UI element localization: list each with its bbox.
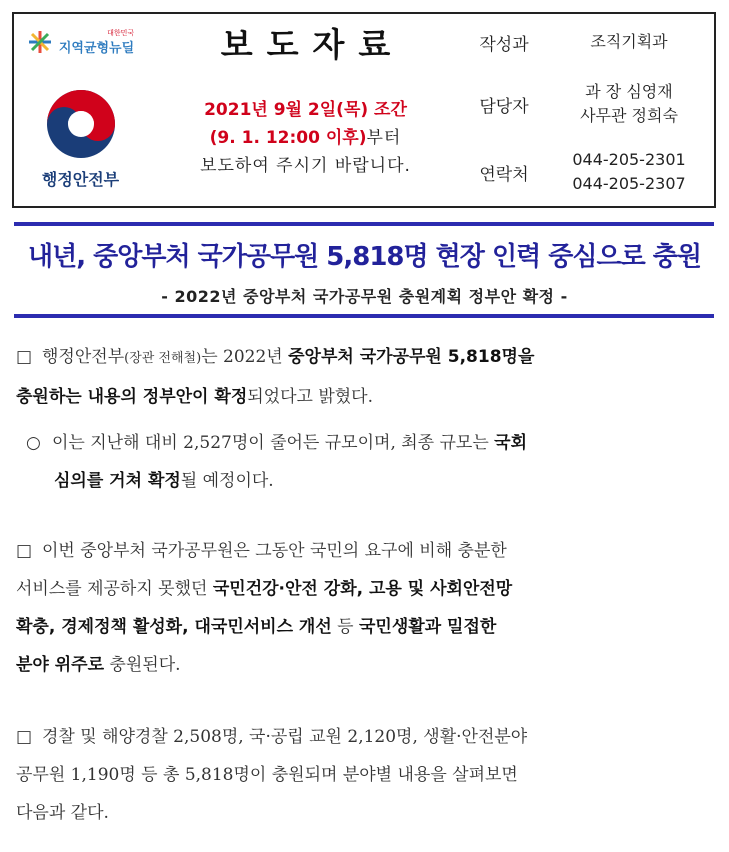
text: 될 예정이다. — [180, 471, 274, 491]
regional-new-deal-logo — [14, 14, 147, 70]
embargo-from: 부터 — [366, 128, 402, 148]
text-bold: 국민건강·안전 강화, 고용 및 사회안전망 — [212, 579, 513, 599]
text: 경찰 및 해양경찰 2,508명, 국·공립 교원 2,120명, 생활·안전분야 — [42, 727, 528, 747]
ministry-logo — [14, 70, 147, 206]
paragraph-2-line-3 — [16, 608, 716, 646]
paragraph-1-sub-line-1 — [16, 424, 716, 462]
press-release-title: 보도자료 — [220, 24, 405, 64]
phone-1: 044-205-2301 — [572, 150, 686, 169]
embargo-time: (9. 1. 12:00 이후) — [209, 128, 367, 148]
paragraph-3-line-3 — [16, 794, 716, 832]
text-bold: 국회 — [494, 433, 528, 453]
headline: 내년, 중앙부처 국가공무원 5,818명 현장 인력 중심으로 충원 — [27, 242, 702, 272]
dept-label: 작성과 — [479, 34, 529, 55]
contact-person-value — [544, 70, 714, 138]
paragraph-3-line-2 — [16, 756, 716, 794]
phone-2: 044-205-2307 — [572, 174, 686, 193]
press-release-header-table — [12, 12, 716, 208]
paragraph-3-line-1 — [16, 718, 716, 756]
contact-person-label: 담당자 — [479, 96, 529, 117]
text: 행정안전부 — [42, 347, 125, 367]
paragraph-1-sub-line-2 — [16, 462, 716, 500]
brand-name: 지역균형뉴딜 — [58, 40, 135, 56]
paragraph-1-line-2 — [16, 378, 716, 416]
ministry-name: 행정안전부 — [41, 169, 120, 189]
dept-value — [544, 14, 714, 70]
paragraph-2 — [16, 532, 716, 684]
text: 는 2022년 — [201, 347, 289, 367]
brand-caption: 대한민국 — [107, 28, 135, 37]
paragraph-1 — [16, 338, 716, 416]
headline-bottom-divider — [14, 314, 714, 318]
paragraph-3 — [16, 718, 716, 832]
phone-value — [544, 138, 714, 206]
text: 되었다고 밝혔다. — [247, 387, 374, 407]
text: 서비스를 제공하지 못했던 — [16, 579, 213, 599]
text-bold: 충원하는 내용의 정부안이 확정 — [16, 387, 248, 407]
text: 등 — [331, 617, 359, 637]
square-bullet-icon: □ — [16, 541, 33, 561]
title-cell — [147, 14, 464, 70]
paragraph-2-line-2 — [16, 570, 716, 608]
text: 다음과 같다. — [16, 803, 109, 823]
embargo-date: 2021년 9월 2일(목) 조간 — [204, 100, 407, 120]
text: 공무원 1,190명 등 총 5,818명이 충원되며 분야별 내용을 살펴보면 — [16, 765, 518, 785]
text-bold: 심의를 거쳐 확정 — [54, 471, 181, 491]
contact-person-2: 사무관 정희숙 — [580, 106, 678, 125]
regional-new-deal-icon — [27, 29, 53, 55]
text-bold: 분야 위주로 — [16, 655, 105, 675]
text: 이번 중앙부처 국가공무원은 그동안 국민의 요구에 비해 충분한 — [42, 541, 507, 561]
embargo-notice — [147, 70, 464, 206]
square-bullet-icon: □ — [16, 347, 33, 367]
embargo-request: 보도하여 주시기 바랍니다. — [200, 156, 411, 176]
circle-bullet-icon: ○ — [26, 433, 41, 453]
square-bullet-icon: □ — [16, 727, 33, 747]
dept-name: 조직기획과 — [590, 32, 668, 51]
subheadline: - 2022년 중앙부처 국가공무원 충원계획 정부안 확정 - — [161, 287, 568, 306]
contact-person-1: 과 장 심영재 — [585, 82, 673, 101]
text-bold: 중앙부처 국가공무원 5,818명을 — [288, 347, 535, 367]
text: 충원된다. — [104, 655, 181, 675]
paragraph-2-line-4 — [16, 646, 716, 684]
paragraph-2-line-1 — [16, 532, 716, 570]
text-bold: 국민생활과 밀접한 — [359, 617, 497, 637]
headline-top-divider — [14, 222, 714, 226]
taegeuk-emblem-icon — [44, 87, 118, 161]
paragraph-1-line-1 — [16, 338, 716, 378]
text-bold: 확충, 경제정책 활성화, 대국민서비스 개선 — [16, 617, 332, 637]
phone-label: 연락처 — [479, 164, 529, 185]
text-small: (장관 전해철) — [124, 351, 202, 366]
text: 이는 지난해 대비 2,527명이 줄어든 규모이며, 최종 규모는 — [52, 433, 495, 453]
paragraph-1-sub — [16, 424, 716, 500]
